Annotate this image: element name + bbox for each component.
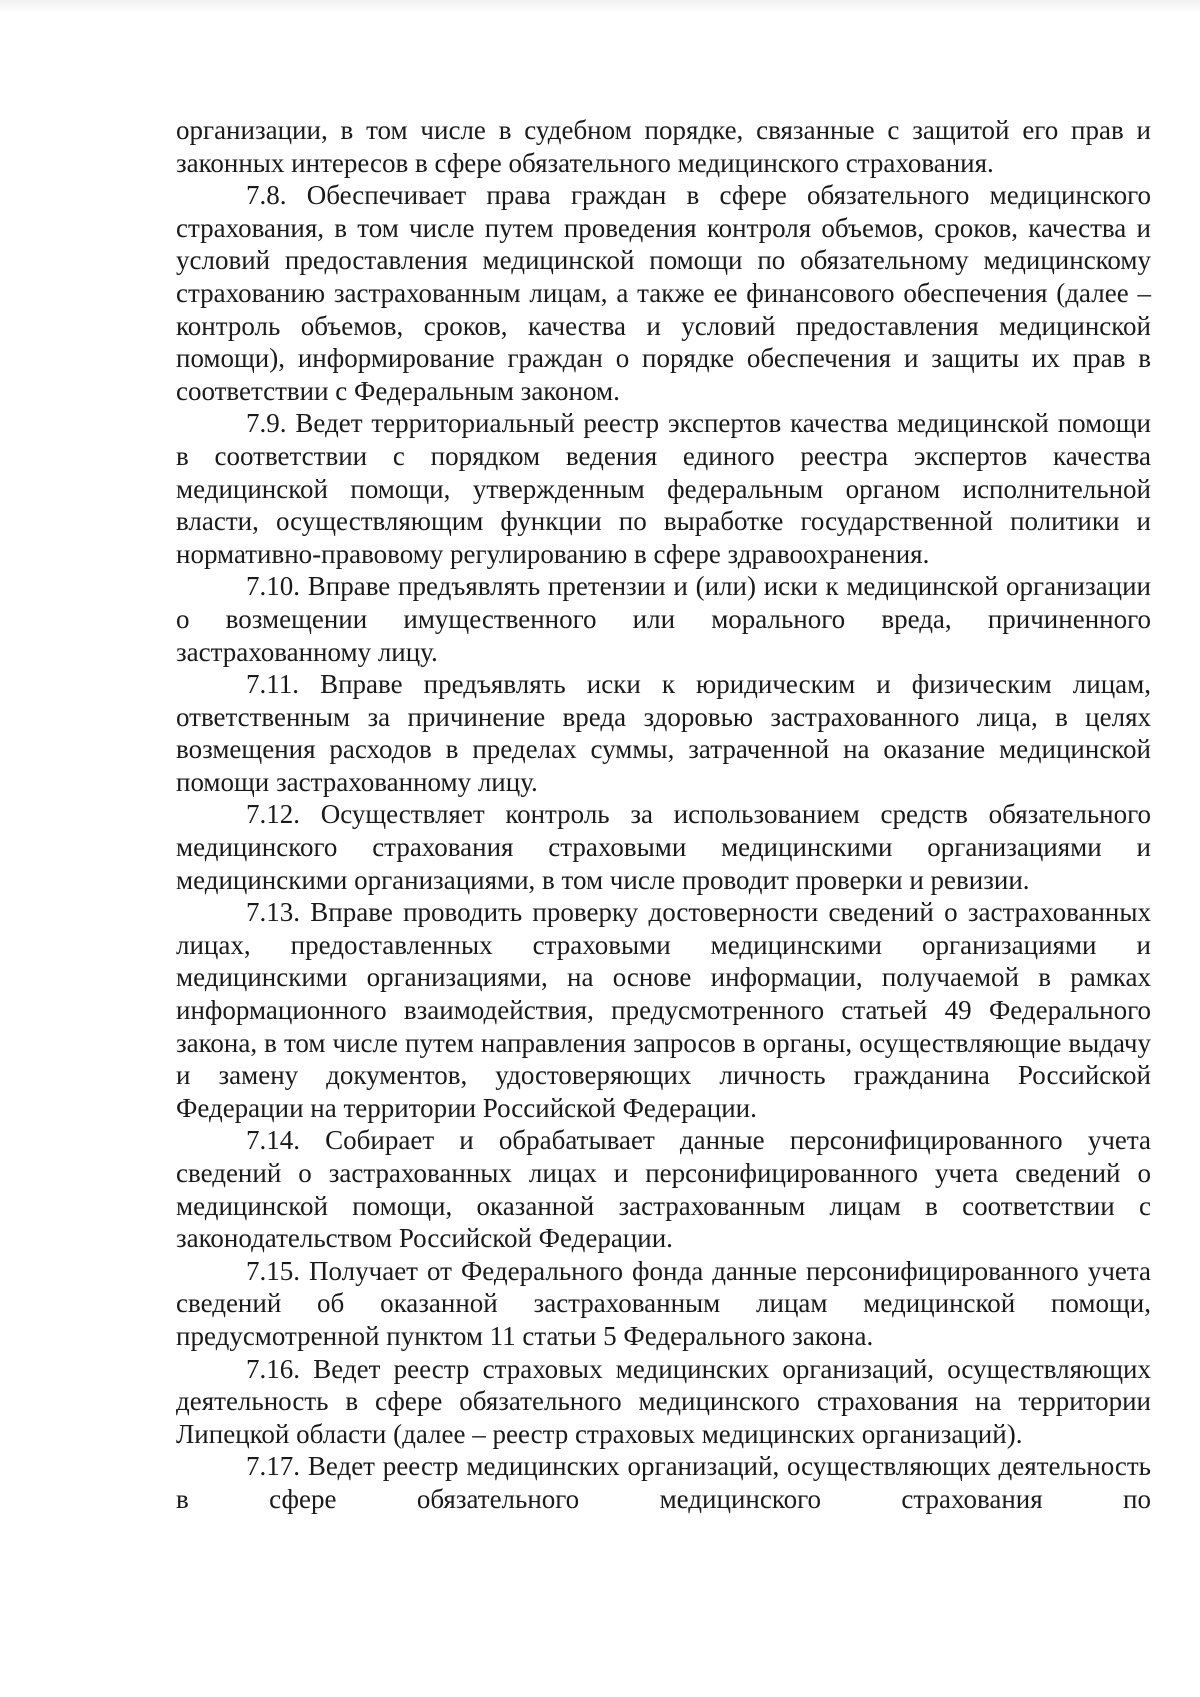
paragraph-7-10: 7.10. Вправе предъявлять претензии и (или) иски к медицинской организации о возмещении имущественного или морального вреда, причиненного застрахованному лицу. bbox=[176, 571, 1151, 667]
paragraph-7-9: 7.9. Ведет территориальный реестр экспертов качества медицинской помощи в соответствии с порядком ведения единого реестра экспертов качества медицинской помощи, утвержденным федеральным органом исполнительной власти, осуществляющим функции по выработке государственной политики и нормативно-правовому регулированию в сфере здравоохранения. bbox=[176, 408, 1151, 569]
paragraph-7-11: 7.11. Вправе предъявлять иски к юридическим и физическим лицам, ответственным за причинение вреда здоровью застрахованного лица, в целях возмещения расходов в пределах суммы, затраченной на оказание медицинской помощи застрахованному лицу. bbox=[176, 669, 1151, 797]
scan-edge bbox=[0, 0, 1200, 14]
paragraph-7-8: 7.8. Обеспечивает права граждан в сфере обязательного медицинского страхования, в том числе путем проведения контроля объемов, сроков, качества и условий предоставления медицинской помощи по обязательному медицинскому страхованию застрахованным лицам, а также ее финансового обеспечения (далее – контроль объемов, сроков, качества и условий предоставления медицинской помощи), информирование граждан о порядке обеспечения и защиты их прав в соответствии с Федеральным законом. bbox=[176, 180, 1151, 406]
paragraph-7-13: 7.13. Вправе проводить проверку достоверности сведений о застрахованных лицах, предоставленных страховыми медицинскими организациями и медицинскими организациями, на основе информации, получаемой в рамках информационного взаимодействия, предусмотренного статьей 49 Федерального закона, в том числе путем направления запросов в органы, осуществляющие выдачу и замену документов, удостоверяющих личность гражданина Российской Федерации на территории Российской Федерации. bbox=[176, 897, 1151, 1123]
paragraph-7-15: 7.15. Получает от Федерального фонда данные персонифицированного учета сведений об оказанной застрахованным лицам медицинской помощи, предусмотренной пунктом 11 статьи 5 Федерального закона. bbox=[176, 1255, 1151, 1351]
paragraph-7-14: 7.14. Собирает и обрабатывает данные персонифицированного учета сведений о застрахованных лицах и персонифицированного учета сведений о медицинской помощи, оказанной застрахованным лицам в соответствии с законодательством Российской Федерации. bbox=[176, 1125, 1151, 1254]
paragraph-continuation: организации, в том числе в судебном порядке, связанные с защитой его прав и законных интересов в сфере обязательного медицинского страхования. bbox=[176, 115, 1151, 178]
paragraph-7-16: 7.16. Ведет реестр страховых медицинских организаций, осуществляющих деятельность в сфере обязательного медицинского страхования на территории Липецкой области (далее – реестр страховых медицинских организаций). bbox=[176, 1353, 1151, 1449]
paragraph-7-17: 7.17. Ведет реестр медицинских организаций, осуществляющих деятельность в сфере обязательного медицинского страхования по bbox=[176, 1451, 1151, 1514]
paragraph-7-12: 7.12. Осуществляет контроль за использованием средств обязательного медицинского страхования страховыми медицинскими организациями и медицинскими организациями, в том числе проводит проверки и ревизии. bbox=[176, 799, 1151, 895]
document-body bbox=[176, 114, 1151, 1516]
